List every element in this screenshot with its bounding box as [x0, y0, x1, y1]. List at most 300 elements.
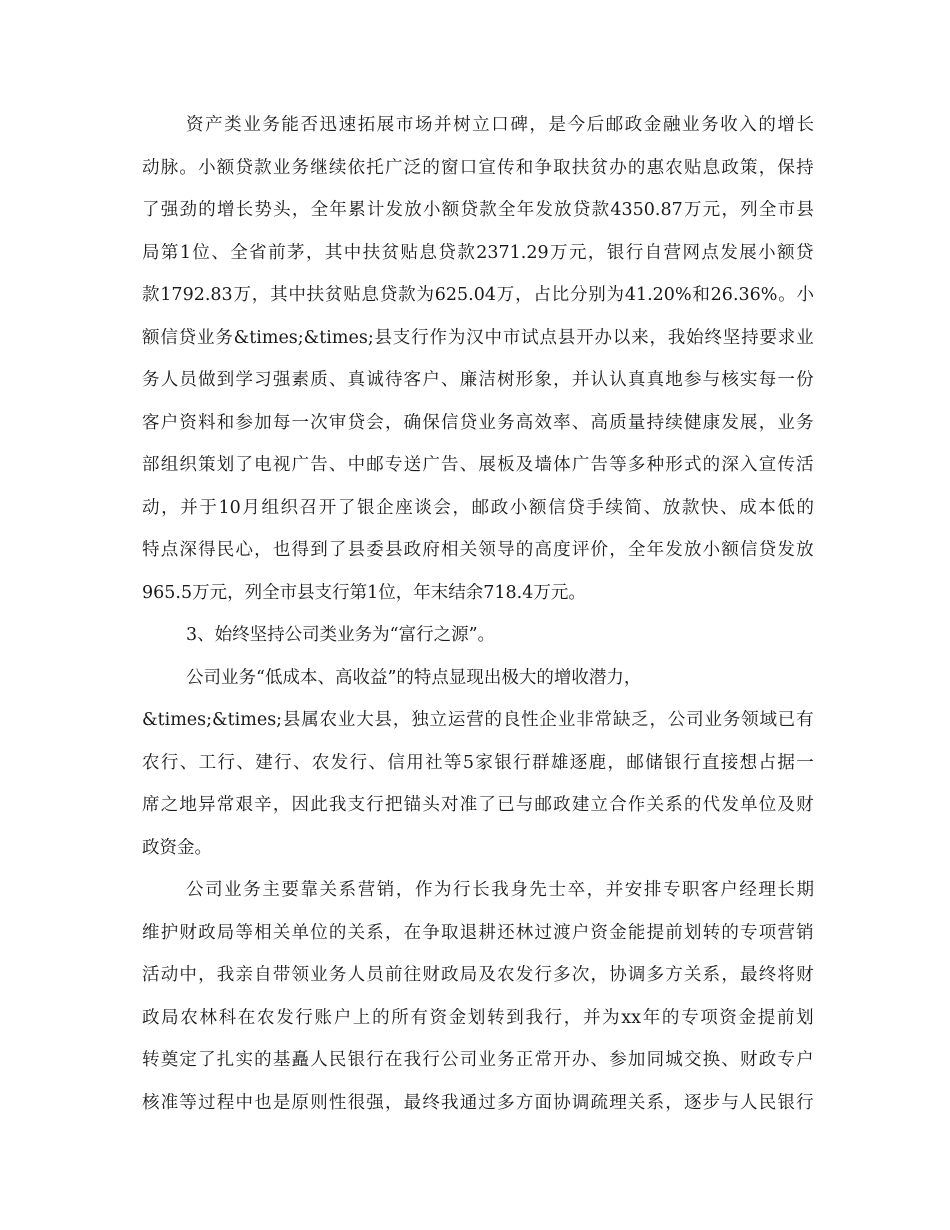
text-glyph: 额 [441, 200, 460, 220]
text-glyph: 行 [534, 965, 552, 985]
text-glyph: 额 [216, 157, 235, 178]
text-glyph: 贷 [460, 200, 478, 220]
text-glyph: 性 [328, 1092, 347, 1113]
text-glyph: ， [254, 540, 272, 560]
text-glyph: 据 [777, 752, 795, 773]
text-glyph: 务 [142, 370, 160, 390]
text-glyph: 银 [347, 1050, 366, 1070]
text-glyph: 市 [395, 115, 414, 135]
text-glyph: 业 [224, 880, 242, 900]
text-glyph: 确 [403, 412, 422, 433]
text-glyph: 形 [665, 455, 683, 475]
text-glyph: 已 [777, 710, 796, 730]
text-glyph: 已 [497, 795, 515, 815]
text-glyph: 来 [631, 327, 649, 348]
text-glyph: 民 [328, 1050, 347, 1070]
text-glyph: 金 [609, 922, 627, 943]
text-glyph: 行 [513, 752, 531, 773]
text-glyph: 长 [777, 880, 795, 900]
text-glyph: 心 [235, 540, 253, 560]
text-glyph: 习 [254, 370, 272, 390]
text-glyph: 融 [662, 115, 681, 135]
text-glyph: 今 [567, 115, 586, 135]
text-glyph: 把 [384, 795, 403, 815]
text-glyph: 宣 [758, 455, 777, 475]
text-glyph: 实 [740, 370, 758, 390]
text-glyph: 中 [235, 1092, 253, 1113]
text-glyph: 的 [372, 1007, 390, 1028]
text-glyph: 放 [796, 540, 814, 560]
text-glyph: 次 [310, 412, 328, 433]
text-glyph: 继 [310, 157, 328, 178]
text-glyph: 大 [356, 710, 374, 730]
text-glyph: 组 [160, 455, 179, 475]
text-glyph: 为 [606, 285, 625, 305]
text-glyph: 财 [422, 965, 440, 985]
text-glyph: 要 [281, 880, 299, 900]
text-glyph: 全 [310, 200, 329, 220]
text-glyph: 手 [586, 497, 604, 518]
text-glyph: ， [529, 115, 547, 135]
text-glyph: 量 [627, 412, 646, 433]
text-glyph: 劲 [179, 200, 197, 220]
text-glyph: 调 [627, 965, 646, 985]
text-glyph: 奠 [160, 1050, 179, 1070]
text-glyph: 信 [441, 412, 459, 433]
text-glyph: 发 [721, 795, 739, 815]
text-glyph: 准 [459, 795, 478, 815]
text-glyph: 口 [491, 115, 509, 135]
text-glyph: 排 [643, 880, 662, 900]
text-glyph: 长 [796, 115, 814, 135]
text-glyph: 公 [667, 710, 686, 730]
text-glyph: 基 [272, 1050, 291, 1070]
text-glyph: 贫 [324, 285, 343, 305]
text-glyph: 政 [142, 1007, 160, 1028]
text-glyph: 参 [609, 1050, 627, 1070]
text-glyph: 务 [291, 157, 309, 178]
text-glyph: 拓 [357, 115, 376, 135]
text-glyph: 一 [291, 412, 309, 433]
text-glyph: 托 [366, 157, 384, 178]
text-glyph: 到 [506, 1007, 524, 1028]
text-glyph: 政 [490, 497, 509, 518]
text-glyph: ， [161, 497, 179, 518]
text-glyph: 作 [627, 795, 646, 815]
text-glyph: 通 [459, 1092, 478, 1113]
text-glyph: 的 [254, 1050, 272, 1070]
text-glyph: 每 [272, 412, 291, 433]
text-glyph: 10 [218, 497, 241, 518]
text-glyph: ， [272, 795, 291, 815]
text-glyph: 及 [478, 965, 496, 985]
text-glyph: 发 [385, 200, 404, 220]
text-glyph: 家 [475, 752, 493, 773]
text-glyph: 等 [609, 455, 627, 475]
text-glyph: 士 [548, 880, 566, 900]
text-glyph: 主 [262, 880, 280, 900]
text-glyph: 取 [441, 922, 459, 943]
text-glyph: 部 [142, 455, 160, 475]
text-glyph: 的 [627, 157, 646, 178]
text-glyph: 金 [448, 1007, 467, 1028]
text-glyph: 并 [434, 115, 452, 135]
text-glyph: 万 [683, 200, 702, 220]
text-glyph: ， [515, 285, 533, 305]
text-glyph: 额 [528, 497, 547, 518]
text-glyph: 深 [179, 540, 197, 560]
text-glyph: 关 [319, 880, 338, 900]
text-glyph: 县 [374, 327, 393, 348]
text-glyph: 发 [515, 965, 534, 985]
text-glyph: 贴 [400, 242, 419, 263]
text-glyph: 发 [330, 752, 349, 773]
text-glyph: ， [563, 1007, 582, 1028]
text-glyph: 正 [515, 1050, 534, 1070]
text-glyph: 务 [701, 115, 719, 135]
text-glyph: 41.20% [624, 285, 692, 305]
text-glyph: 退 [459, 922, 478, 943]
text-glyph: 争 [534, 157, 552, 178]
text-glyph: 式 [683, 455, 702, 475]
text-glyph: 。 [778, 285, 796, 305]
text-glyph: 维 [142, 922, 160, 943]
text-glyph: 种 [646, 455, 665, 475]
text-glyph: 为 [447, 327, 466, 348]
text-glyph: 待 [384, 370, 403, 390]
text-glyph: 局 [161, 1007, 179, 1028]
text-glyph: 县 [557, 327, 576, 348]
text-line [142, 997, 814, 1040]
text-line [142, 699, 814, 742]
text-glyph: 对 [441, 795, 459, 815]
text-glyph: 终 [422, 1092, 440, 1113]
text-glyph: 月 [242, 497, 260, 518]
text-glyph: 收 [720, 115, 738, 135]
text-glyph: 邮 [471, 497, 490, 518]
text-glyph: 次 [571, 965, 590, 985]
text-glyph: 关 [459, 540, 478, 560]
text-glyph: 与 [721, 1092, 739, 1113]
text-glyph: 业 [243, 115, 261, 135]
text-glyph: 其 [270, 285, 288, 305]
text-glyph: 增 [777, 115, 795, 135]
text-glyph: 高 [590, 412, 608, 433]
text-glyph: 会 [433, 497, 451, 518]
text-glyph: 、 [441, 370, 459, 390]
text-glyph: 业 [310, 965, 328, 985]
text-glyph: 增 [216, 200, 235, 220]
text-glyph: 茅 [287, 242, 305, 263]
text-glyph: 行 [274, 752, 292, 773]
text-glyph: 先 [529, 880, 547, 900]
text-glyph: 年 [516, 200, 535, 220]
text-glyph: 健 [683, 412, 702, 433]
text-glyph: 带 [272, 965, 291, 985]
text-glyph: 行 [544, 1007, 563, 1028]
text-glyph: 、 [571, 412, 590, 433]
text-glyph: 并 [582, 1007, 601, 1028]
text-glyph: 政 [198, 922, 216, 943]
text-glyph: 省 [249, 242, 267, 263]
text-glyph: 我 [491, 880, 509, 900]
text-line [142, 444, 814, 487]
text-glyph: 账 [314, 1007, 333, 1028]
text-glyph: 市 [502, 327, 521, 348]
text-glyph: 专 [662, 880, 681, 900]
text-glyph: 小 [509, 497, 528, 518]
text-glyph: 贷 [379, 285, 398, 305]
text-glyph: 贷 [178, 327, 197, 348]
text-glyph: 信 [740, 540, 758, 560]
text-line [142, 869, 814, 912]
text-glyph: 万 [550, 242, 568, 263]
text-glyph: 行 [625, 242, 644, 263]
text-glyph: ， [758, 157, 777, 178]
text-glyph: 扶 [571, 157, 590, 178]
text-glyph: 款 [398, 285, 416, 305]
text-glyph: 务 [328, 965, 347, 985]
text-glyph: 业 [337, 710, 356, 730]
text-glyph: 贷 [235, 157, 253, 178]
text-glyph: ， [649, 710, 667, 730]
text-glyph: 以 [612, 327, 631, 348]
text-glyph: 快 [700, 497, 719, 518]
text-glyph: 财 [796, 965, 814, 985]
text-glyph: &times;&times; [233, 327, 374, 348]
text-glyph: 的 [721, 922, 739, 943]
text-glyph: 并 [571, 370, 590, 390]
text-glyph: 效 [534, 412, 552, 433]
text-glyph: 款 [457, 242, 475, 263]
text-line [142, 274, 814, 317]
text-glyph: 我 [403, 1050, 422, 1070]
text-glyph: 贷 [459, 412, 478, 433]
text-glyph: 位 [758, 795, 777, 815]
text-glyph: 卒 [567, 880, 586, 900]
text-glyph: 了 [142, 200, 160, 220]
text-glyph: 划 [467, 1007, 486, 1028]
text-glyph: 强 [366, 1092, 384, 1113]
text-glyph: 元 [702, 200, 721, 220]
text-glyph: 度 [553, 540, 571, 560]
text-glyph: 靠 [300, 880, 318, 900]
text-glyph: 额 [721, 540, 739, 560]
text-glyph: 关 [683, 965, 702, 985]
text-glyph: 扎 [216, 1050, 235, 1070]
text-glyph: 1792.83 [160, 285, 233, 305]
text-glyph: 系 [338, 880, 357, 900]
text-glyph: 营 [663, 242, 682, 263]
text-glyph: 行 [796, 1092, 814, 1113]
text-glyph: 是 [272, 1092, 291, 1113]
text-glyph: 客 [403, 370, 422, 390]
text-glyph: 之 [160, 795, 179, 815]
text-glyph: 雄 [550, 752, 569, 773]
text-glyph: 在 [384, 1050, 403, 1070]
text-glyph: ， [305, 242, 324, 263]
text-glyph: 期 [796, 880, 814, 900]
text-glyph: 司 [459, 1050, 478, 1070]
text-glyph: 协 [609, 965, 627, 985]
text-glyph: 、 [211, 242, 229, 263]
text-glyph: ， [395, 880, 414, 900]
text-glyph: 锚 [403, 795, 422, 815]
text-glyph: 行 [366, 795, 384, 815]
text-glyph: 贴 [683, 157, 702, 178]
text-line [142, 1082, 814, 1125]
text-glyph: 每 [758, 370, 777, 390]
text-glyph: 矗 [291, 1050, 309, 1070]
text-glyph: 支 [392, 327, 411, 348]
text-glyph: 高 [534, 540, 552, 560]
text-glyph: 放 [404, 200, 422, 220]
text-glyph: 发 [665, 540, 683, 560]
text-glyph: 局 [142, 242, 160, 263]
text-glyph: 产 [205, 115, 223, 135]
text-glyph: 低 [777, 497, 795, 518]
text-glyph: 农 [180, 1007, 198, 1028]
text-glyph: 务 [243, 880, 261, 900]
text-glyph: 和 [216, 412, 235, 433]
text-glyph: 策 [198, 455, 216, 475]
text-glyph: 关 [627, 1092, 646, 1113]
text-glyph: 专 [777, 1050, 795, 1070]
text-glyph: 累 [348, 200, 366, 220]
text-glyph: 步 [702, 1092, 721, 1113]
text-glyph: 并 [180, 497, 198, 518]
text-glyph: 务 [796, 412, 814, 433]
text-glyph: 评 [571, 540, 590, 560]
text-glyph: 2371.29 [476, 242, 549, 263]
text-glyph: 贷 [438, 242, 456, 263]
text-glyph: 势 [254, 200, 272, 220]
text-glyph: 织 [179, 455, 197, 475]
text-glyph: 贴 [343, 285, 361, 305]
text-glyph: 市 [777, 200, 796, 220]
text-glyph: 很 [347, 1092, 366, 1113]
text-glyph: 一 [796, 752, 814, 773]
text-glyph: 政 [758, 1050, 777, 1070]
document-body [142, 104, 814, 1124]
text-glyph: 领 [291, 965, 309, 985]
text-glyph: 争 [422, 922, 440, 943]
text-glyph: 速 [338, 115, 357, 135]
text-glyph: 资 [179, 412, 197, 433]
text-glyph: 和 [692, 285, 710, 305]
text-glyph: 成 [739, 497, 757, 518]
text-glyph: 窗 [441, 157, 459, 178]
text-glyph: 务 [262, 115, 280, 135]
text-glyph: 往 [403, 965, 422, 985]
text-glyph: 头 [422, 795, 440, 815]
text-glyph: 人 [310, 1050, 328, 1070]
text-glyph: 及 [777, 795, 795, 815]
text-glyph: 上 [352, 1007, 371, 1028]
text-glyph: 万 [233, 285, 251, 305]
text-glyph: 常 [594, 710, 612, 730]
text-glyph: 入 [740, 455, 758, 475]
text-glyph: &times;&times; [142, 710, 283, 730]
text-glyph: 口 [459, 157, 478, 178]
text-glyph: 发 [777, 540, 795, 560]
text-glyph: 、 [179, 752, 198, 773]
text-glyph: 资 [429, 1007, 448, 1028]
text-glyph: 续 [605, 497, 623, 518]
text-glyph: 公 [186, 880, 204, 900]
text-glyph: 程 [216, 1092, 235, 1113]
text-glyph: 核 [721, 370, 739, 390]
text-glyph: 款 [142, 285, 160, 305]
text-glyph: ， [553, 370, 571, 390]
text-glyph: 政 [553, 795, 571, 815]
text-glyph: 头 [273, 200, 291, 220]
text-glyph: 调 [571, 1092, 590, 1113]
text-glyph: 人 [160, 370, 179, 390]
text-glyph: 贷 [567, 497, 585, 518]
text-glyph: 过 [534, 922, 552, 943]
text-glyph: 全 [230, 242, 248, 263]
text-glyph: 中 [484, 327, 503, 348]
text-glyph: 位 [310, 922, 328, 943]
text-glyph: 坚 [722, 327, 741, 348]
text-glyph: 、 [720, 497, 738, 518]
text-glyph: 全 [627, 540, 646, 560]
text-glyph: 亲 [235, 965, 253, 985]
text-glyph: 员 [366, 965, 384, 985]
text-glyph: 域 [759, 710, 777, 730]
text-glyph: 农 [311, 752, 330, 773]
text-glyph: 项 [700, 1007, 718, 1028]
text-glyph: 送 [403, 455, 422, 475]
text-glyph: 公 [441, 1050, 459, 1070]
text-glyph: 放 [554, 200, 572, 220]
text-glyph: 了 [328, 540, 347, 560]
text-glyph: 销 [796, 922, 814, 943]
text-glyph: 有 [796, 710, 814, 730]
text-glyph: 多 [553, 965, 571, 985]
text-glyph: 持 [796, 157, 814, 178]
text-glyph: 我 [525, 1007, 543, 1028]
text-glyph: 广 [422, 455, 440, 475]
text-glyph: 行 [366, 1050, 384, 1070]
text-glyph: ， [721, 200, 739, 220]
text-glyph: 、 [236, 752, 254, 773]
text-glyph: 终 [758, 965, 777, 985]
text-glyph: 银 [664, 752, 682, 773]
text-glyph: 行 [453, 880, 471, 900]
text-glyph: 还 [497, 922, 515, 943]
text-glyph: 资 [719, 1007, 737, 1028]
text-glyph: 业 [682, 115, 700, 135]
text-glyph: 位 [192, 242, 210, 263]
text-glyph: ， [587, 242, 606, 263]
text-glyph: 工 [198, 752, 217, 773]
text-glyph: ， [384, 922, 403, 943]
text-glyph: 销 [376, 880, 395, 900]
text-glyph: 简 [624, 497, 643, 518]
text-glyph: 县 [384, 540, 403, 560]
text-glyph: 年 [642, 1007, 661, 1028]
text-line [142, 487, 814, 530]
text-glyph: 务 [722, 710, 741, 730]
text-glyph: 系 [665, 795, 683, 815]
text-glyph: 和 [515, 157, 534, 178]
text-glyph: 碑 [510, 115, 528, 135]
text-glyph: 前 [776, 1007, 795, 1028]
text-glyph: 运 [447, 710, 466, 730]
text-glyph: 同 [646, 1050, 665, 1070]
